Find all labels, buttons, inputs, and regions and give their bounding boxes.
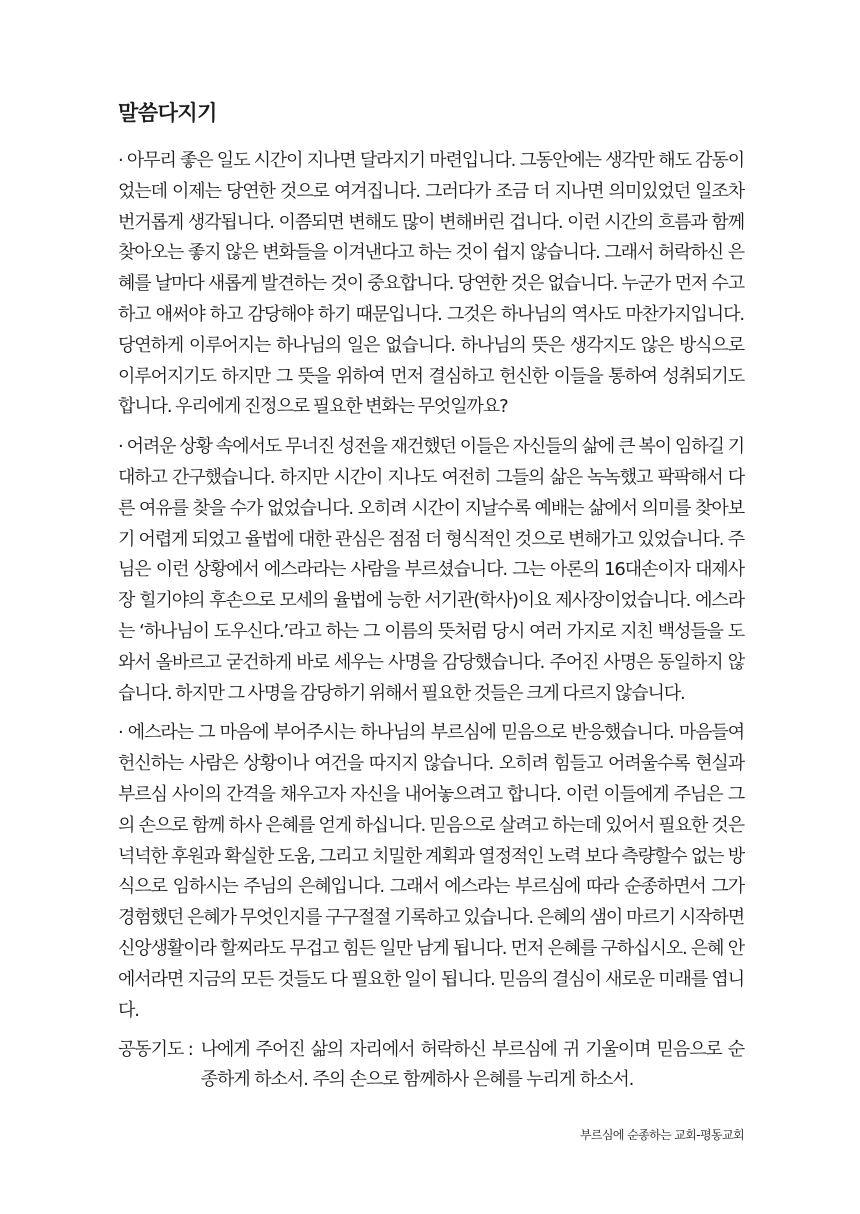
prayer-text: 나에게 주어진 삶의 자리에서 허락하신 부르심에 귀 기울이며 믿음으로 순종하게 하소서. 주의 손으로 함께하사 은혜를 누리게 하소서.	[200, 1039, 744, 1091]
document-page	[118, 98, 744, 1095]
prayer-label: 공동기도 :	[118, 1039, 193, 1061]
paragraph-2: · 어려운 상황 속에서도 무너진 성전을 재건했던 이들은 자신들의 삶에 큰 복이 임하길 기대하고 간구했습니다. 하지만 시간이 지나도 여전히 그들의 삶은 녹녹했고 팍팍해서 다른 여유를 찾을 수가 없었습니다. 오히려 시간이 지날수록 예배는 삶에서 의미를 찾아보기 어렵게 되었고 율법에 대한 관심은 점점 더 형식적인 것으로 변해가고 있었습니다. 주님은 이런 상황에서 에스라라는 사람을 부르셨습니다. 그는 아론의 16대손이자 대제사장 힐기야의 후손으로 모세의 율법에 능한 서기관(학사)이요 제사장이었습니다. 에스라는 ‘하나님이 도우신다.’라고 하는 그 이름의 뜻처럼 당시 여러 가지로 지친 백성들을 도와서 올바르고 굳건하게 바로 세우는 사명을 감당했습니다. 주어진 사명은 동일하지 않습니다. 하지만 그 사명을 감당하기 위해서 필요한 것들은 크게 다르지 않습니다.	[118, 436, 744, 704]
page-title: 말씀다지기	[118, 101, 217, 125]
footer-church-name: 부르심에 순종하는 교회-평동교회	[579, 1128, 744, 1142]
common-prayer	[118, 1035, 744, 1095]
paragraph-3: · 에스라는 그 마음에 부어주시는 하나님의 부르심에 믿음으로 반응했습니다. 마음들여 헌신하는 사람은 상황이나 여건을 따지지 않습니다. 오히려 힘들고 어려울수록 현실과 부르심 사이의 간격을 채우고자 자신을 내어놓으려고 합니다. 이런 이들에게 주님은 그의 손으로 함께 하사 은혜를 얻게 하십니다. 믿음으로 살려고 하는데 있어서 필요한 것은 넉넉한 후원과 확실한 도움, 그리고 치밀한 계획과 열정적인 노력 보다 측량할수 없는 방식으로 임하시는 주님의 은혜입니다. 그래서 에스라는 부르심에 따라 순종하면서 그가 경험했던 은혜가 무엇인지를 구구절절 기록하고 있습니다. 은혜의 샘이 마르기 시작하면 신앙생활이라 할찌라도 무겁고 힘든 일만 남게 됩니다. 먼저 은혜를 구하십시오. 은혜 안에서라면 지금의 모든 것들도 다 필요한 일이 됩니다. 믿음의 결심이 새로운 미래를 엽니다.	[118, 722, 744, 1021]
paragraph-1: · 아무리 좋은 일도 시간이 지나면 달라지기 마련입니다. 그동안에는 생각만 해도 감동이었는데 이제는 당연한 것으로 여겨집니다. 그러다가 조금 더 지나면 의미있었던 일조차 번거롭게 생각됩니다. 이쯤되면 변해도 많이 변해버린 겁니다. 이런 시간의 흐름과 함께 찾아오는 좋지 않은 변화들을 이겨낸다고 하는 것이 쉽지 않습니다. 그래서 허락하신 은혜를 날마다 새롭게 발견하는 것이 중요합니다. 당연한 것은 없습니다. 누군가 먼저 수고하고 애써야 하고 감당해야 하기 때문입니다. 그것은 하나님의 역사도 마찬가지입니다. 당연하게 이루어지는 하나님의 일은 없습니다. 하나님의 뜻은 생각지도 않은 방식으로 이루어지기도 하지만 그 뜻을 위하여 먼저 결심하고 헌신한 이들을 통하여 성취되기도 합니다. 우리에게 진정으로 필요한 변화는 무엇일까요?	[118, 150, 744, 418]
